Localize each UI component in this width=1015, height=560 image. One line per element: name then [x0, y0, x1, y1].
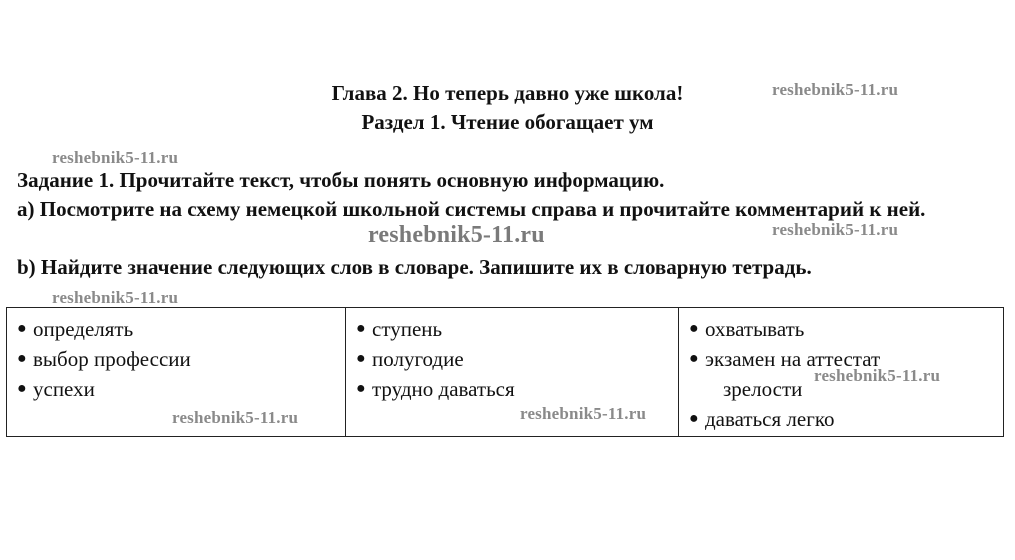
word-list: [354, 314, 672, 404]
word-label-continuation: зрелости: [723, 377, 803, 401]
section-title: Раздел 1. Чтение обогащает ум: [361, 110, 654, 134]
chapter-title: Глава 2. Но теперь давно уже школа!: [331, 81, 684, 105]
watermark: reshebnik5-11.ru: [368, 222, 545, 248]
list-item: [15, 344, 339, 374]
bullet-icon: ●: [689, 320, 699, 337]
watermark: reshebnik5-11.ru: [172, 408, 299, 427]
word-label: полугодие: [372, 347, 464, 371]
bullet-icon: ●: [17, 320, 27, 337]
list-item: [687, 314, 997, 344]
list-item: [354, 374, 672, 404]
bullet-icon: ●: [356, 350, 366, 367]
word-list: [15, 314, 339, 404]
word-label: ступень: [372, 317, 443, 341]
watermark: reshebnik5-11.ru: [814, 366, 941, 385]
list-item: [15, 374, 339, 404]
watermark: reshebnik5-11.ru: [52, 148, 179, 167]
bullet-icon: ●: [17, 350, 27, 367]
list-item: [354, 344, 672, 374]
list-item: [354, 314, 672, 344]
watermark: reshebnik5-11.ru: [520, 404, 647, 423]
word-label: даваться легко: [705, 407, 835, 431]
list-item: [687, 404, 997, 434]
bullet-icon: ●: [689, 410, 699, 427]
word-label: определять: [33, 317, 134, 341]
watermark: reshebnik5-11.ru: [772, 80, 899, 99]
word-label: экзамен на аттестат: [705, 347, 881, 371]
bullet-icon: ●: [356, 320, 366, 337]
watermark: reshebnik5-11.ru: [772, 220, 899, 239]
word-label: успехи: [33, 377, 95, 401]
bullet-icon: ●: [689, 350, 699, 367]
bullet-icon: ●: [356, 380, 366, 397]
word-label: выбор профессии: [33, 347, 191, 371]
task-title: Задание 1. Прочитайте текст, чтобы понять основную информацию.: [17, 168, 665, 192]
watermark: reshebnik5-11.ru: [52, 288, 179, 307]
word-label: охватывать: [705, 317, 805, 341]
bullet-icon: ●: [17, 380, 27, 397]
task-instruction-a: а) Посмотрите на схему немецкой школьной системы справа и прочитайте комментарий к ней.: [17, 197, 926, 221]
word-label: трудно даваться: [372, 377, 515, 401]
list-item: [15, 314, 339, 344]
task-instruction-b: b) Найдите значение следующих слов в словаре. Запишите их в словарную тетрадь.: [17, 255, 812, 279]
